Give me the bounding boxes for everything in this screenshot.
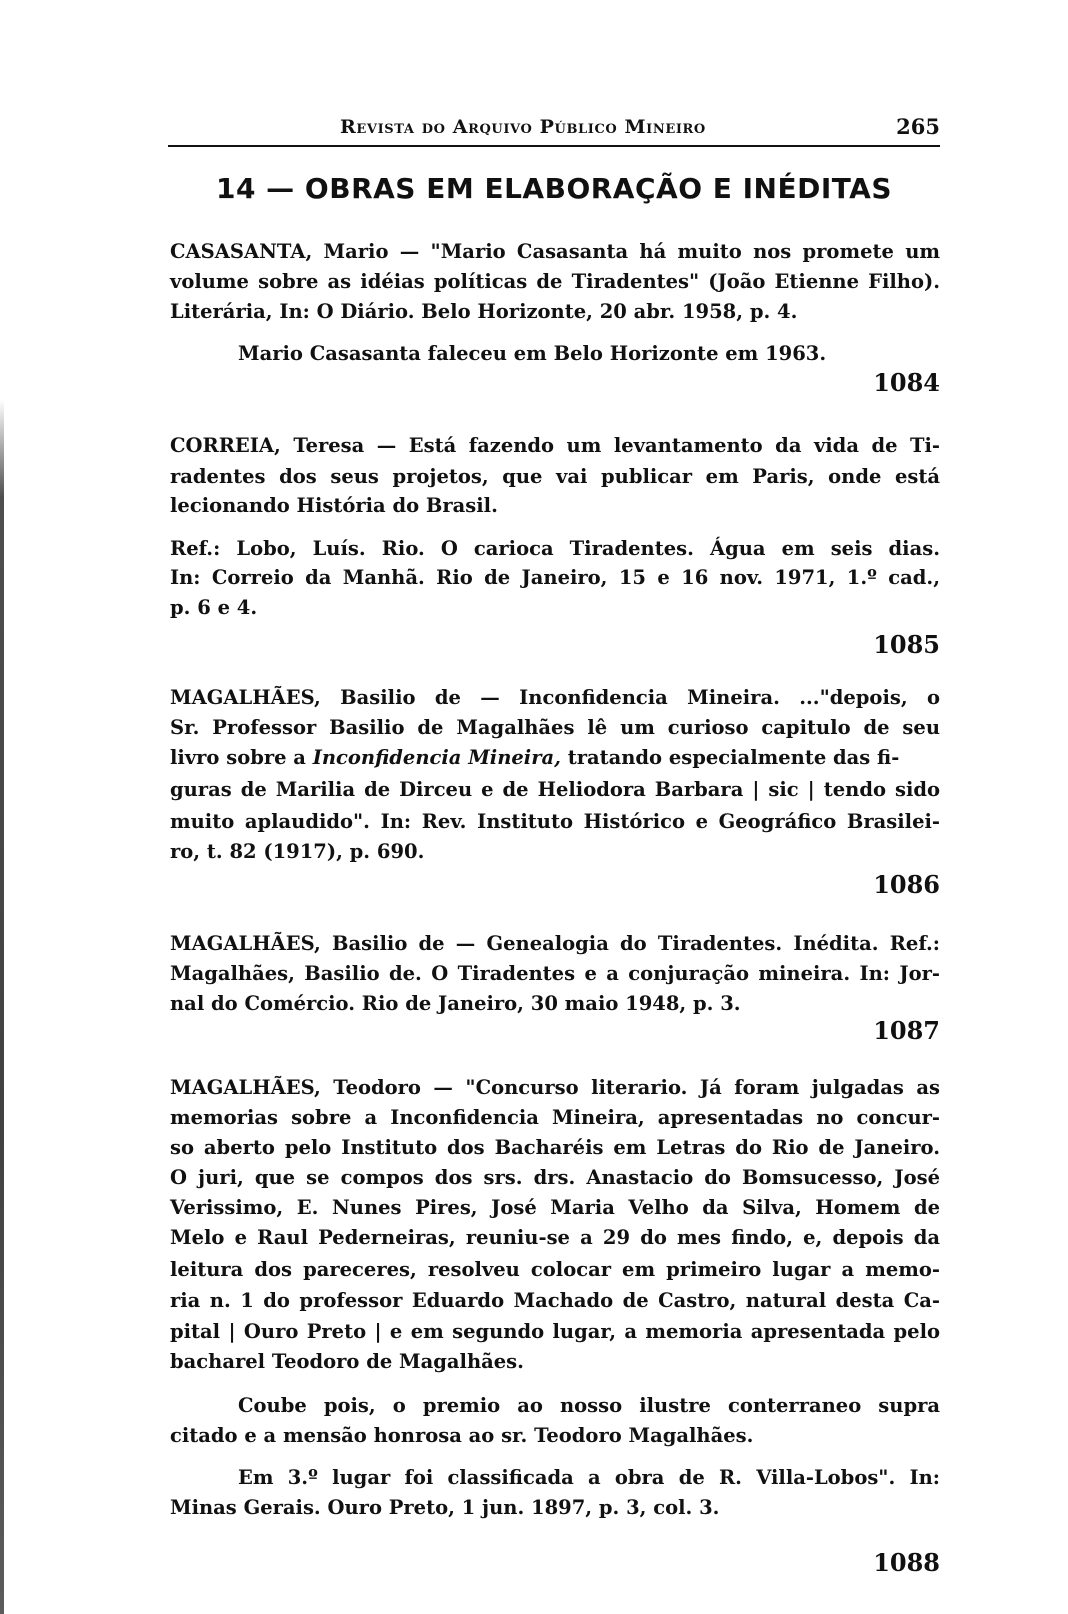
entry-line: Verissimo, E. Nunes Pires, José Maria Velho da Silva, Homem de [170, 1196, 940, 1219]
entry-line: Mario Casasanta faleceu em Belo Horizonte em 1963. [238, 342, 827, 365]
entry-line: nal do Comércio. Rio de Janeiro, 30 maio 1948, p. 3. [170, 992, 741, 1015]
entry-line: Sr. Professor Basilio de Magalhães lê um curioso capitulo de seu [170, 716, 940, 739]
entry-line: Melo e Raul Pederneiras, reuniu-se a 29 do mes findo, e, depois da [170, 1226, 940, 1249]
entry-number: 1088 [873, 1548, 940, 1577]
entry-line: so aberto pelo Instituto dos Bacharéis em Letras do Rio de Janeiro. [170, 1136, 940, 1159]
entry-line: citado e a mensão honrosa ao sr. Teodoro Magalhães. [170, 1424, 754, 1447]
italic-book-title: Inconfidencia Mineira, [312, 746, 561, 769]
entry-line: CASASANTA, Mario — "Mario Casasanta há muito nos promete um [170, 240, 940, 263]
entry-line: CORREIA, Teresa — Está fazendo um levantamento da vida de Ti- [170, 434, 940, 457]
entry-line: guras de Marilia de Dirceu e de Heliodora Barbara | sic | tendo sido [170, 778, 940, 801]
entry-line [170, 744, 940, 772]
section-heading: 14 — OBRAS EM ELABORAÇÃO E INÉDITAS [215, 172, 893, 205]
entry-number: 1087 [873, 1016, 940, 1045]
entry-line: muito aplaudido". In: Rev. Instituto Histórico e Geográfico Brasilei- [170, 810, 940, 833]
scan-edge-shadow [0, 400, 4, 1614]
entry-number: 1085 [873, 630, 940, 659]
entry-line-end: tratando especialmente das fi- [567, 746, 900, 769]
entry-line: In: Correio da Manhã. Rio de Janeiro, 15 e 16 nov. 1971, 1.º cad., [170, 566, 940, 589]
entry-line: Em 3.º lugar foi classificada a obra de R. Villa-Lobos". In: [238, 1466, 940, 1489]
entry-line: MAGALHÃES, Basilio de — Genealogia do Tiradentes. Inédita. Ref.: [170, 932, 940, 955]
entry-line: radentes dos seus projetos, que vai publicar em Paris, onde está [170, 465, 940, 488]
entry-number: 1086 [873, 870, 940, 899]
entry-line: bacharel Teodoro de Magalhães. [170, 1350, 524, 1373]
entry-line: pital | Ouro Preto | e em segundo lugar, a memoria apresentada pelo [170, 1320, 940, 1343]
page-number: 265 [896, 114, 940, 139]
entry-line: Coube pois, o premio ao nosso ilustre conterraneo supra [238, 1394, 940, 1417]
entry-line: ro, t. 82 (1917), p. 690. [170, 840, 425, 863]
entry-number: 1084 [873, 368, 940, 397]
header-rule [168, 145, 940, 147]
running-header [168, 112, 942, 144]
journal-title: Revista do Arquivo Público Mineiro [340, 116, 706, 138]
entry-line: lecionando História do Brasil. [170, 494, 498, 517]
entry-line: p. 6 e 4. [170, 596, 258, 619]
entry-line: ria n. 1 do professor Eduardo Machado de Castro, natural desta Ca- [170, 1289, 940, 1312]
entry-line: memorias sobre a Inconfidencia Mineira, apresentadas no concur- [170, 1106, 940, 1129]
entry-line: O juri, que se compos dos srs. drs. Anastacio do Bomsucesso, José [170, 1166, 940, 1189]
entry-line: leitura dos pareceres, resolveu colocar em primeiro lugar a memo- [170, 1258, 940, 1281]
entry-line-start: livro sobre a [170, 746, 306, 769]
entry-line: Magalhães, Basilio de. O Tiradentes e a conjuração mineira. In: Jor- [170, 962, 940, 985]
entry-line: Literária, In: O Diário. Belo Horizonte, 20 abr. 1958, p. 4. [170, 300, 798, 323]
entry-line: volume sobre as idéias políticas de Tiradentes" (João Etienne Filho). [170, 270, 940, 293]
entry-line: MAGALHÃES, Teodoro — "Concurso literario. Já foram julgadas as [170, 1076, 940, 1099]
entry-line: MAGALHÃES, Basilio de — Inconfidencia Mineira. ..."depois, o [170, 686, 940, 709]
entry-line: Ref.: Lobo, Luís. Rio. O carioca Tiradentes. Água em seis dias. [170, 537, 940, 560]
entry-line: Minas Gerais. Ouro Preto, 1 jun. 1897, p. 3, col. 3. [170, 1496, 720, 1519]
